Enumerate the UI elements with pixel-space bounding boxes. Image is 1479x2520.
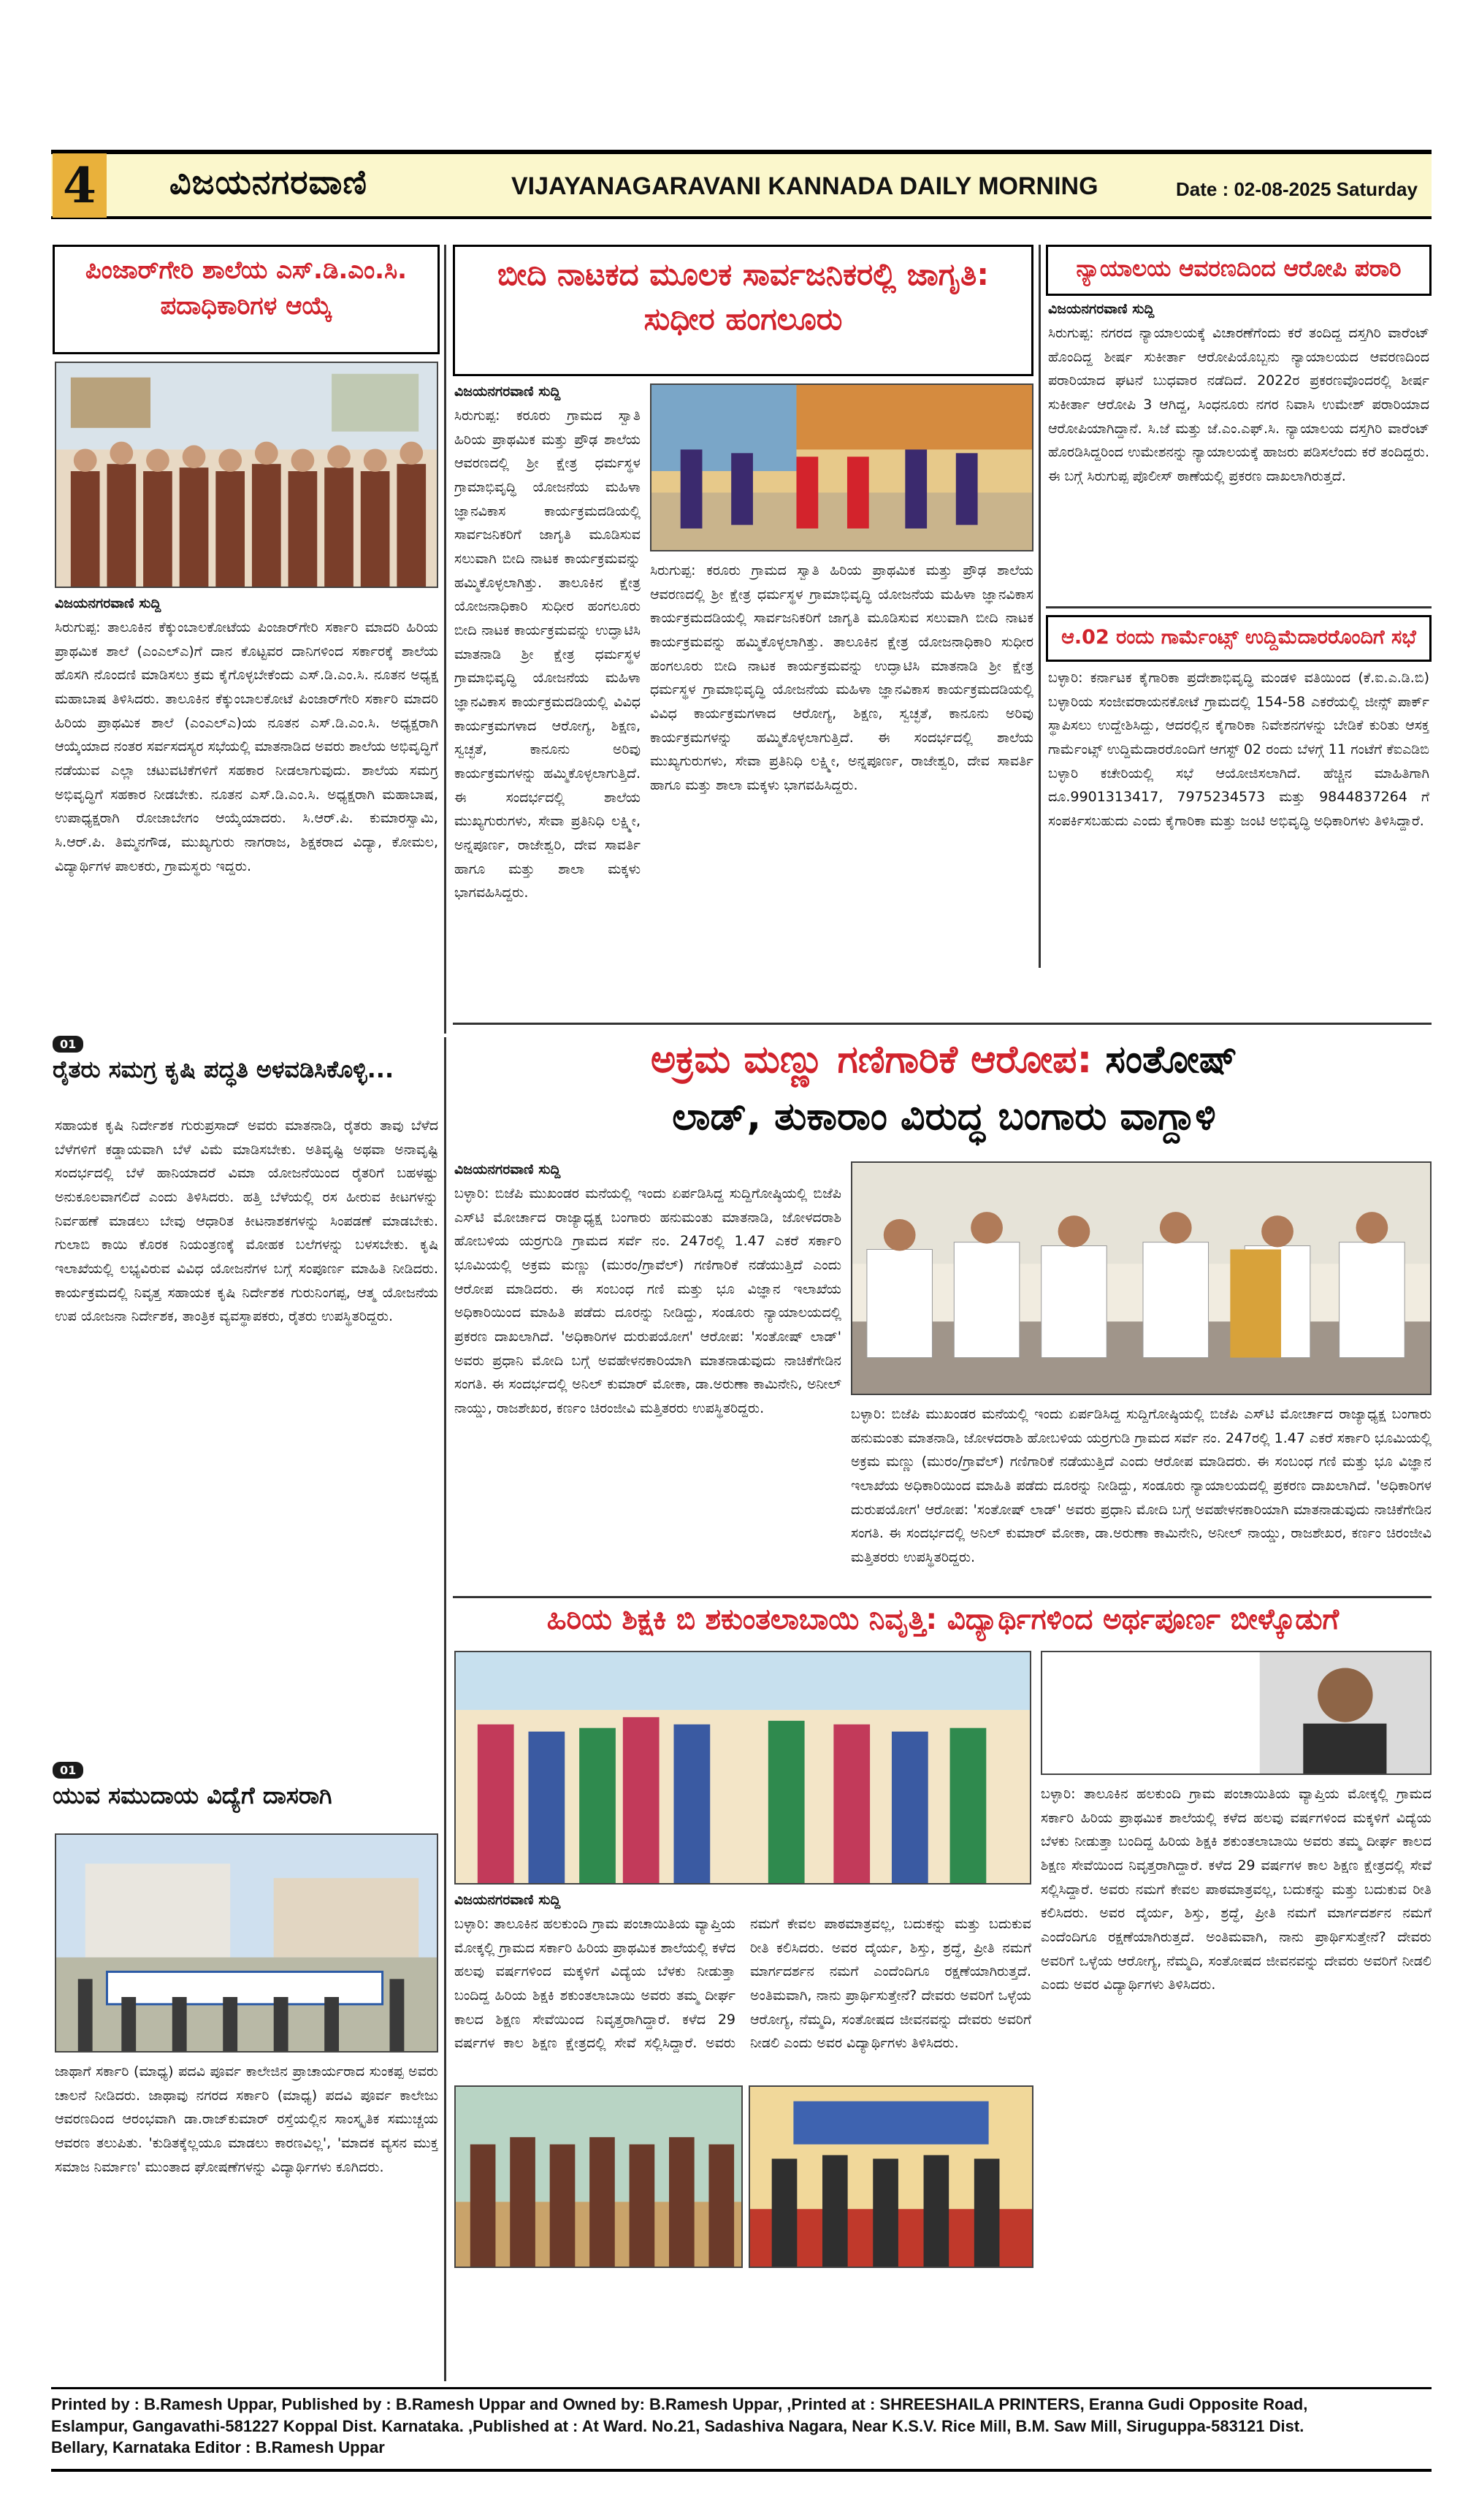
section-divider	[453, 1596, 1432, 1598]
yuva-tag: 01	[53, 1762, 83, 1779]
nyayalaya-article	[1048, 301, 1429, 608]
column-divider	[444, 1037, 446, 2381]
garments-headline: ಆ.02 ರಂದು ಗಾರ್ಮೆಂಟ್ಸ್ ಉದ್ದಿಮೆದಾರರೊಂದಿಗೆ ಸಭೆ	[1046, 615, 1432, 662]
section-divider	[1046, 606, 1432, 608]
beedi-body-continued: ಸಿರುಗುಪ್ಪ: ಕರೂರು ಗ್ರಾಮದ ಸ್ವಾತಿ ಹಿರಿಯ ಪ್ರಾಥಮಿಕ ಮತ್ತು ಪ್ರೌಢ ಶಾಲೆಯ ಆವರಣದಲ್ಲಿ ಶ್ರೀ ಕ್ಷೇತ್ರ ಧರ್ಮಸ್ಥಳ ಗ್ರಾಮಾಭಿವೃದ್ಧಿ ಯೋಜನೆಯ ಮಹಿಳಾ ಜ್ಞಾನವಿಕಾಸ ಕಾರ್ಯಕ್ರಮದಡಿಯಲ್ಲಿ ಸಾರ್ವಜನಿಕರಿಗೆ ಜಾಗೃತಿ ಮೂಡಿಸುವ ಸಲುವಾಗಿ ಬೀದಿ ನಾಟಕ ಕಾರ್ಯಕ್ರಮವನ್ನು ಹಮ್ಮಿಕೊಳ್ಳಲಾಗಿತ್ತು. ತಾಲೂಕಿನ ಕ್ಷೇತ್ರ ಯೋಜನಾಧಿಕಾರಿ ಸುಧೀರ ಹಂಗಲೂರು ಬೀದಿ ನಾಟಕ ಕಾರ್ಯಕ್ರಮವನ್ನು ಉದ್ಘಾಟಿಸಿ ಮಾತನಾಡಿ ಶ್ರೀ ಕ್ಷೇತ್ರ ಧರ್ಮಸ್ಥಳ ಗ್ರಾಮಾಭಿವೃದ್ಧಿ ಯೋಜನೆಯ ಮಹಿಳಾ ಜ್ಞಾನವಿಕಾಸ ಕಾರ್ಯಕ್ರಮದಡಿಯಲ್ಲಿ ವಿವಿಧ ಕಾರ್ಯಕ್ರಮಗಳಾದ ಆರೋಗ್ಯ, ಶಿಕ್ಷಣ, ಸ್ವಚ್ಛತೆ, ಕಾನೂನು ಅರಿವು ಕಾರ್ಯಕ್ರಮಗಳನ್ನು ಹಮ್ಮಿಕೊಳ್ಳಲಾಗುತ್ತಿದೆ. ಈ ಸಂದರ್ಭದಲ್ಲಿ ಶಾಲೆಯ ಮುಖ್ಯಗುರುಗಳು, ಸೇವಾ ಪ್ರತಿನಿಧಿ ಲಕ್ಷ್ಮೀ, ಅನ್ನಪೂರ್ಣ, ರಾಜೇಶ್ವರಿ, ದೇವ ಸಾವರ್ತಿ ಹಾಗೂ ಮತ್ತು ಶಾಲಾ ಮಕ್ಕಳು ಭಾಗವಹಿಸಿದ್ದರು.	[650, 562, 1033, 794]
section-divider	[453, 1023, 1432, 1025]
nyayalaya-dateline: ವಿಜಯನಗರವಾಣಿ ಸುದ್ದಿ	[1048, 301, 1155, 317]
beedi-headline: ಬೀದಿ ನಾಟಕದ ಮೂಲಕ ಸಾರ್ವಜನಿಕರಲ್ಲಿ ಜಾಗೃತಿ: ಸುಧೀರ ಹಂಗಲೂರು	[453, 245, 1033, 376]
shakuntala-group-photo-1	[454, 2085, 743, 2268]
akrama-headline-dark: ಸಂತೋಷ್	[1105, 1038, 1238, 1082]
imprint-line-1: Printed by : B.Ramesh Uppar, Published by : B.Ramesh Uppar and Owned by: B.Ramesh Uppar, ,Printed at : SHREESHAILA PRINTERS, Eranna Gudi Opposite Road,	[51, 2395, 1308, 2413]
imprint-footer	[51, 2387, 1432, 2459]
akrama-body: ಬಳ್ಳಾರಿ: ಬಿಜೆಪಿ ಮುಖಂಡರ ಮನೆಯಲ್ಲಿ ಇಂದು ಏರ್ಪಡಿಸಿದ್ದ ಸುದ್ದಿಗೋಷ್ಠಿಯಲ್ಲಿ ಬಿಜೆಪಿ ಎಸ್‌ಟಿ ಮೋರ್ಚಾದ ರಾಜ್ಯಾಧ್ಯಕ್ಷ ಬಂಗಾರು ಹನುಮಂತು ಮಾತನಾಡಿ, ಜೋಳದರಾಶಿ ಹೋಬಳಿಯ ಯರ್ರಗುಡಿ ಗ್ರಾಮದ ಸರ್ವೆ ನಂ. 247ರಲ್ಲಿ 1.47 ಎಕರೆ ಸರ್ಕಾರಿ ಭೂಮಿಯಲ್ಲಿ ಅಕ್ರಮ ಮಣ್ಣು (ಮುರಂ/ಗ್ರಾವೆಲ್) ಗಣಿಗಾರಿಕೆ ನಡೆಯುತ್ತಿದೆ ಎಂದು ಆರೋಪ ಮಾಡಿದರು. ಈ ಸಂಬಂಧ ಗಣಿ ಮತ್ತು ಭೂ ವಿಜ್ಞಾನ ಇಲಾಖೆಯ ಅಧಿಕಾರಿಯಿಂದ ಮಾಹಿತಿ ಪಡೆದು ದೂರನ್ನು ನೀಡಿದ್ದು, ಸಂಡೂರು ನ್ಯಾಯಾಲಯದಲ್ಲಿ ಪ್ರಕರಣ ದಾಖಲಾಗಿದೆ. 'ಅಧಿಕಾರಿಗಳ ದುರುಪಯೋಗ' ಆರೋಪ: 'ಸಂತೋಷ್ ಲಾಡ್' ಅವರು ಪ್ರಧಾನಿ ಮೋದಿ ಬಗ್ಗೆ ಅವಹೇಳನಕಾರಿಯಾಗಿ ಮಾತನಾಡುವುದು ನಾಚಿಕೆಗೇಡಿನ ಸಂಗತಿ. ಈ ಸಂದರ್ಭದಲ್ಲಿ ಅನಿಲ್ ಕುಮಾರ್ ಮೋಕಾ, ಡಾ.ಅರುಣಾ ಕಾಮಿನೇನಿ, ಅನೀಲ್ ನಾಯ್ಡು, ರಾಜಶೇಖರ, ಕರ್ಣಂ ಚಿರಂಜೀವಿ ಮತ್ತಿತರರು ಉಪಸ್ಥಿತರಿದ್ದರು.	[454, 1185, 841, 1417]
akrama-headline-line2: ಲಾಡ್, ತುಕಾರಾಂ ವಿರುದ್ಧ ಬಂಗಾರು ವಾಗ್ದಾಳಿ	[672, 1095, 1216, 1139]
page-number: 4	[53, 153, 107, 218]
shakuntala-group-photo-2	[749, 2085, 1033, 2268]
pinjar-article	[55, 595, 438, 1004]
yuva-header	[53, 1762, 440, 1810]
shakuntala-body-continued: ಬಳ್ಳಾರಿ: ತಾಲೂಕಿನ ಹಲಕುಂದಿ ಗ್ರಾಮ ಪಂಚಾಯಿತಿಯ ವ್ಯಾಪ್ತಿಯ ಮೋಕ್ಕಲ್ಲಿ ಗ್ರಾಮದ ಸರ್ಕಾರಿ ಹಿರಿಯ ಪ್ರಾಥಮಿಕ ಶಾಲೆಯಲ್ಲಿ ಕಳೆದ ಹಲವು ವರ್ಷಗಳಿಂದ ಮಕ್ಕಳಿಗೆ ವಿದ್ಯೆಯ ಬೆಳಕು ನೀಡುತ್ತಾ ಬಂದಿದ್ದ ಹಿರಿಯ ಶಿಕ್ಷಕಿ ಶಕುಂತಲಾಬಾಯಿ ಅವರು ತಮ್ಮ ದೀರ್ಘ ಕಾಲದ ಶಿಕ್ಷಣ ಸೇವೆಯಿಂದ ನಿವೃತ್ತರಾಗಿದ್ದಾರೆ. ಕಳೆದ 29 ವರ್ಷಗಳ ಕಾಲ ಶಿಕ್ಷಣ ಕ್ಷೇತ್ರದಲ್ಲಿ ಸೇವೆ ಸಲ್ಲಿಸಿದ್ದಾರೆ. ಅವರು ನಮಗೆ ಕೇವಲ ಪಾಠಮಾತ್ರವಲ್ಲ, ಬದುಕನ್ನು ಮತ್ತು ಬದುಕುವ ರೀತಿ ಕಲಿಸಿದರು. ಅವರ ದೈರ್ಯ, ಶಿಸ್ತು, ಶ್ರದ್ಧೆ, ಪ್ರೀತಿ ನಮಗೆ ಮಾರ್ಗದರ್ಶನ ನಮಗೆ ಎಂದೆಂದಿಗೂ ರಕ್ಷಣೆಯಾಗಿರುತ್ತದೆ. ಅಂತಿಮವಾಗಿ, ನಾನು ಪ್ರಾರ್ಥಿಸುತ್ತೇನೆ? ದೇವರು ಅವರಿಗೆ ಒಳ್ಳೆಯ ಆರೋಗ್ಯ, ನೆಮ್ಮದಿ, ಸಂತೋಷದ ಜೀವನವನ್ನು ದೇವರು ಅವರಿಗೆ ನೀಡಲಿ ಎಂದು ಅವರ ವಿದ್ಯಾರ್ಥಿಗಳು ತಿಳಿಸಿದರು.	[1041, 1786, 1432, 1993]
shakuntala-body: ಬಳ್ಳಾರಿ: ತಾಲೂಕಿನ ಹಲಕುಂದಿ ಗ್ರಾಮ ಪಂಚಾಯಿತಿಯ ವ್ಯಾಪ್ತಿಯ ಮೋಕ್ಕಲ್ಲಿ ಗ್ರಾಮದ ಸರ್ಕಾರಿ ಹಿರಿಯ ಪ್ರಾಥಮಿಕ ಶಾಲೆಯಲ್ಲಿ ಕಳೆದ ಹಲವು ವರ್ಷಗಳಿಂದ ಮಕ್ಕಳಿಗೆ ವಿದ್ಯೆಯ ಬೆಳಕು ನೀಡುತ್ತಾ ಬಂದಿದ್ದ ಹಿರಿಯ ಶಿಕ್ಷಕಿ ಶಕುಂತಲಾಬಾಯಿ ಅವರು ತಮ್ಮ ದೀರ್ಘ ಕಾಲದ ಶಿಕ್ಷಣ ಸೇವೆಯಿಂದ ನಿವೃತ್ತರಾಗಿದ್ದಾರೆ. ಕಳೆದ 29 ವರ್ಷಗಳ ಕಾಲ ಶಿಕ್ಷಣ ಕ್ಷೇತ್ರದಲ್ಲಿ ಸೇವೆ ಸಲ್ಲಿಸಿದ್ದಾರೆ. ಅವರು ನಮಗೆ ಕೇವಲ ಪಾಠಮಾತ್ರವಲ್ಲ, ಬದುಕನ್ನು ಮತ್ತು ಬದುಕುವ ರೀತಿ ಕಲಿಸಿದರು. ಅವರ ದೈರ್ಯ, ಶಿಸ್ತು, ಶ್ರದ್ಧೆ, ಪ್ರೀತಿ ನಮಗೆ ಮಾರ್ಗದರ್ಶನ ನಮಗೆ ಎಂದೆಂದಿಗೂ ರಕ್ಷಣೆಯಾಗಿರುತ್ತದೆ. ಅಂತಿಮವಾಗಿ, ನಾನು ಪ್ರಾರ್ಥಿಸುತ್ತೇನೆ? ದೇವರು ಅವರಿಗೆ ಒಳ್ಳೆಯ ಆರೋಗ್ಯ, ನೆಮ್ಮದಿ, ಸಂತೋಷದ ಜೀವನವನ್ನು ದೇವರು ಅವರಿಗೆ ನೀಡಲಿ ಎಂದು ಅವರ ವಿದ್ಯಾರ್ಥಿಗಳು ತಿಳಿಸಿದರು.	[454, 1916, 1031, 2052]
pinjar-dateline: ವಿಜಯನಗರವಾಣಿ ಸುದ್ದಿ	[55, 595, 161, 611]
akrama-body-continued: ಬಳ್ಳಾರಿ: ಬಿಜೆಪಿ ಮುಖಂಡರ ಮನೆಯಲ್ಲಿ ಇಂದು ಏರ್ಪಡಿಸಿದ್ದ ಸುದ್ದಿಗೋಷ್ಠಿಯಲ್ಲಿ ಬಿಜೆಪಿ ಎಸ್‌ಟಿ ಮೋರ್ಚಾದ ರಾಜ್ಯಾಧ್ಯಕ್ಷ ಬಂಗಾರು ಹನುಮಂತು ಮಾತನಾಡಿ, ಜೋಳದರಾಶಿ ಹೋಬಳಿಯ ಯರ್ರಗುಡಿ ಗ್ರಾಮದ ಸರ್ವೆ ನಂ. 247ರಲ್ಲಿ 1.47 ಎಕರೆ ಸರ್ಕಾರಿ ಭೂಮಿಯಲ್ಲಿ ಅಕ್ರಮ ಮಣ್ಣು (ಮುರಂ/ಗ್ರಾವೆಲ್) ಗಣಿಗಾರಿಕೆ ನಡೆಯುತ್ತಿದೆ ಎಂದು ಆರೋಪ ಮಾಡಿದರು. ಈ ಸಂಬಂಧ ಗಣಿ ಮತ್ತು ಭೂ ವಿಜ್ಞಾನ ಇಲಾಖೆಯ ಅಧಿಕಾರಿಯಿಂದ ಮಾಹಿತಿ ಪಡೆದು ದೂರನ್ನು ನೀಡಿದ್ದು, ಸಂಡೂರು ನ್ಯಾಯಾಲಯದಲ್ಲಿ ಪ್ರಕರಣ ದಾಖಲಾಗಿದೆ. 'ಅಧಿಕಾರಿಗಳ ದುರುಪಯೋಗ' ಆರೋಪ: 'ಸಂತೋಷ್ ಲಾಡ್' ಅವರು ಪ್ರಧಾನಿ ಮೋದಿ ಬಗ್ಗೆ ಅವಹೇಳನಕಾರಿಯಾಗಿ ಮಾತನಾಡುವುದು ನಾಚಿಕೆಗೇಡಿನ ಸಂಗತಿ. ಈ ಸಂದರ್ಭದಲ್ಲಿ ಅನಿಲ್ ಕುಮಾರ್ ಮೋಕಾ, ಡಾ.ಅರುಣಾ ಕಾಮಿನೇನಿ, ಅನೀಲ್ ನಾಯ್ಡು, ರಾಜಶೇಖರ, ಕರ್ಣಂ ಚಿರಂಜೀವಿ ಮತ್ತಿತರರು ಉಪಸ್ಥಿತರಿದ್ದರು.	[851, 1406, 1432, 1566]
raitaru-headline: ರೈತರು ಸಮಗ್ರ ಕೃಷಿ ಪದ್ಧತಿ ಅಳವಡಿಸಿಕೊಳ್ಳಿ...	[53, 1055, 394, 1083]
yuva-headline: ಯುವ ಸಮುದಾಯ ವಿದ್ಯೆಗೆ ದಾಸರಾಗಿ	[53, 1782, 332, 1809]
beedi-street-play-photo	[650, 383, 1033, 551]
shakuntala-dateline: ವಿಜಯನಗರವಾಣಿ ಸುದ್ದಿ	[454, 1892, 561, 1908]
nyayalaya-body: ಸಿರುಗುಪ್ಪ: ನಗರದ ನ್ಯಾಯಾಲಯಕ್ಕೆ ವಿಚಾರಣೆಗೆಂದು ಕರೆ ತಂದಿದ್ದ ದಸ್ತಗಿರಿ ವಾರೆಂಟ್ ಹೊಂದಿದ್ದ ಶೀರ್ಷ ಸುಕೀರ್ತಾ ಆರೋಪಿಯೊಬ್ಬನು ನ್ಯಾಯಾಲಯದ ಆವರಣದಿಂದ ಪರಾರಿಯಾದ ಘಟನೆ ಬುಧವಾರ ನಡೆದಿದೆ. 2022ರ ಪ್ರಕರಣವೊಂದರಲ್ಲಿ ಶೀರ್ಷ ಸುಕೀರ್ತಾ ಆರೋಪಿ 3 ಆಗಿದ್ದ, ಸಿಂಧನೂರು ನಗರ ನಿವಾಸಿ ಉಮೇಶ್ ಪರಾರಿಯಾದ ಆರೋಪಿಯಾಗಿದ್ದಾನೆ. ಸಿ.ಜೆ ಮತ್ತು ಜೆ.ಎಂ.ಎಫ್‌.ಸಿ. ನ್ಯಾಯಾಲಯ ದಸ್ತಗಿರಿ ವಾರೆಂಟ್ ಹೊರಡಿಸಿದ್ದರಿಂದ ಉಮೇಶನನ್ನು ನ್ಯಾಯಾಲಯಕ್ಕೆ ಹಾಜರು ಪಡಿಸಲೆಂದು ಕರೆ ತಂದಿದ್ದರು. ಈ ಬಗ್ಗೆ ಸಿರುಗುಪ್ಪ ಪೊಲೀಸ್ ಠಾಣೆಯಲ್ಲಿ ಪ್ರಕರಣ ದಾಖಲಾಗಿರುತ್ತದೆ.	[1048, 325, 1429, 485]
akrama-article	[454, 1161, 841, 1589]
shakuntala-portrait-photo	[1041, 1651, 1432, 1775]
akrama-dateline: ವಿಜಯನಗರವಾಣಿ ಸುದ್ದಿ	[454, 1161, 561, 1177]
akrama-headline	[456, 1031, 1432, 1145]
masthead-title-kannada: ವಿಜಯನಗರವಾಣಿ	[169, 162, 367, 202]
yuva-rally-photo	[55, 1833, 438, 2053]
pinjar-body: ಸಿರುಗುಪ್ಪ: ತಾಲೂಕಿನ ಕೆಕ್ಕುಂಬಾಲಕೋಟೆಯ ಪಿಂಜಾರ್‌ಗೇರಿ ಸರ್ಕಾರಿ ಮಾದರಿ ಹಿರಿಯ ಪ್ರಾಥಮಿಕ ಶಾಲೆ (ಎಂಎಲ್‌ಎ)ಗೆ ದಾನ ಕೊಟ್ಟವರ ದಾನಿಗಳಿಂದ ಸರ್ಕಾರಕ್ಕೆ ಶಾಲೆಯ ಹೊಸಗಿ ನೊಂದಣಿ ಮಾಡಿಸಲು ಕ್ರಮ ಕೈಗೊಳ್ಳಬೇಕೆಂದು ಎಸ್‌.ಡಿ.ಎಂ.ಸಿ. ನೂತನ ಅಧ್ಯಕ್ಷ ಮಹಾಬಾಷ ತಿಳಿಸಿದರು. ತಾಲೂಕಿನ ಕೆಕ್ಕುಂಬಾಲಕೋಟೆ ಪಿಂಜಾರ್‌ಗೇರಿ ಸರ್ಕಾರಿ ಮಾದರಿ ಹಿರಿಯ ಪ್ರಾಥಮಿಕ ಶಾಲೆ (ಎಂಎಲ್‌ಎ)ಯ ನೂತನ ಎಸ್‌.ಡಿ.ಎಂ.ಸಿ. ಅಧ್ಯಕ್ಷರಾಗಿ ಆಯ್ಕೆಯಾದ ನಂತರ ಸರ್ವಸದಸ್ಯರ ಸಭೆಯಲ್ಲಿ ಮಾತನಾಡಿದ ಅವರು ಶಾಲೆಯ ಅಭಿವೃದ್ಧಿಗೆ ನಡೆಯುವ ಎಲ್ಲಾ ಚಟುವಟಿಕೆಗಳಿಗೆ ಸಹಕಾರ ನೀಡಲಾಗುವುದು. ಶಾಲೆಯ ಸಮಗ್ರ ಅಭಿವೃದ್ಧಿಗೆ ಸಹಕಾರ ನೀಡಬೇಕು. ನೂತನ ಎಸ್‌.ಡಿ.ಎಂ.ಸಿ. ಅಧ್ಯಕ್ಷರಾಗಿ ಮಹಾಬಾಷ, ಉಪಾಧ್ಯಕ್ಷರಾಗಿ ರೋಜಾಬೇಗಂ ಆಯ್ಕೆಯಾದರು. ಸಿ.ಆರ್‌.ಪಿ. ಕುಮಾರಸ್ವಾಮಿ, ಸಿ.ಆರ್‌.ಪಿ. ತಿಮ್ಮನಗೌಡ, ಮುಖ್ಯಗುರು ನಾಗರಾಜ, ಶಿಕ್ಷಕರಾದ ವಿದ್ಯಾ, ಕೋಮಲ, ವಿದ್ಯಾರ್ಥಿಗಳ ಪಾಲಕರು, ಗ್ರಾಮಸ್ಥರು ಇದ್ದರು.	[55, 619, 438, 874]
beedi-article	[454, 383, 641, 1012]
raitaru-body: ಸಹಾಯಕ ಕೃಷಿ ನಿರ್ದೇಶಕ ಗುರುಪ್ರಸಾದ್ ಅವರು ಮಾತನಾಡಿ, ರೈತರು ತಾವು ಬೆಳೆದ ಬೆಳೆಗಳಿಗೆ ಕಡ್ಡಾಯವಾಗಿ ಬೆಳೆ ವಿಮೆ ಮಾಡಿಸಬೇಕು. ಅತಿವೃಷ್ಟಿ ಅಥವಾ ಅನಾವೃಷ್ಟಿ ಸಂದರ್ಭದಲ್ಲಿ ಬೆಳೆ ಹಾನಿಯಾದರೆ ವಿಮಾ ಯೋಜನೆಯಿಂದ ರೈತರಿಗೆ ಬಹಳಷ್ಟು ಅನುಕೂಲವಾಗಲಿದೆ ಎಂದು ತಿಳಿಸಿದರು. ಹತ್ತಿ ಬೆಳೆಯಲ್ಲಿ ರಸ ಹೀರುವ ಕೀಟಗಳನ್ನು ನಿರ್ವಹಣೆ ಮಾಡಲು ಬೇವು ಆಧಾರಿತ ಕೀಟನಾಶಕಗಳನ್ನು ಸಿಂಪಡಣೆ ಮಾಡಬೇಕು. ಗುಲಾಬಿ ಕಾಯಿ ಕೊರಕ ನಿಯಂತ್ರಣಕ್ಕೆ ಮೋಹಕ ಬಲೆಗಳನ್ನು ಬಳಸಬೇಕು. ಕೃಷಿ ಇಲಾಖೆಯಲ್ಲಿ ಲಭ್ಯವಿರುವ ವಿವಿಧ ಯೋಜನೆಗಳ ಬಗ್ಗೆ ಸಂಪೂರ್ಣ ಮಾಹಿತಿ ನೀಡಿದರು. ಕಾರ್ಯಕ್ರಮದಲ್ಲಿ ನಿವೃತ್ತ ಸಹಾಯಕ ಕೃಷಿ ನಿರ್ದೇಶಕ ಗುರುನಿಂಗಪ್ಪ, ಆತ್ಮ ಯೋಜನೆಯ ಉಪ ಯೋಜನಾ ನಿರ್ದೇಶಕ, ತಾಂತ್ರಿಕ ವ್ಯವಸ್ಥಾಪಕರು, ರೈತರು ಉಪಸ್ಥಿತರಿದ್ದರು.	[55, 1118, 438, 1325]
masthead-title-english: VIJAYANAGARAVANI KANNADA DAILY MORNING	[511, 172, 1098, 200]
akrama-headline-red: ಅಕ್ರಮ ಮಣ್ಣು ಗಣಿಗಾರಿಕೆ ಆರೋಪ:	[650, 1038, 1093, 1082]
pinjar-headline: ಪಿಂಜಾರ್‌ಗೇರಿ ಶಾಲೆಯ ಎಸ್‌.ಡಿ.ಎಂ.ಸಿ. ಪದಾಧಿಕಾರಿಗಳ ಆಯ್ಕೆ	[53, 245, 440, 354]
beedi-body: ಸಿರುಗುಪ್ಪ: ಕರೂರು ಗ್ರಾಮದ ಸ್ವಾತಿ ಹಿರಿಯ ಪ್ರಾಥಮಿಕ ಮತ್ತು ಪ್ರೌಢ ಶಾಲೆಯ ಆವರಣದಲ್ಲಿ ಶ್ರೀ ಕ್ಷೇತ್ರ ಧರ್ಮಸ್ಥಳ ಗ್ರಾಮಾಭಿವೃದ್ಧಿ ಯೋಜನೆಯ ಮಹಿಳಾ ಜ್ಞಾನವಿಕಾಸ ಕಾರ್ಯಕ್ರಮದಡಿಯಲ್ಲಿ ಸಾರ್ವಜನಿಕರಿಗೆ ಜಾಗೃತಿ ಮೂಡಿಸುವ ಸಲುವಾಗಿ ಬೀದಿ ನಾಟಕ ಕಾರ್ಯಕ್ರಮವನ್ನು ಹಮ್ಮಿಕೊಳ್ಳಲಾಗಿತ್ತು. ತಾಲೂಕಿನ ಕ್ಷೇತ್ರ ಯೋಜನಾಧಿಕಾರಿ ಸುಧೀರ ಹಂಗಲೂರು ಬೀದಿ ನಾಟಕ ಕಾರ್ಯಕ್ರಮವನ್ನು ಉದ್ಘಾಟಿಸಿ ಮಾತನಾಡಿ ಶ್ರೀ ಕ್ಷೇತ್ರ ಧರ್ಮಸ್ಥಳ ಗ್ರಾಮಾಭಿವೃದ್ಧಿ ಯೋಜನೆಯ ಮಹಿಳಾ ಜ್ಞಾನವಿಕಾಸ ಕಾರ್ಯಕ್ರಮದಡಿಯಲ್ಲಿ ವಿವಿಧ ಕಾರ್ಯಕ್ರಮಗಳಾದ ಆರೋಗ್ಯ, ಶಿಕ್ಷಣ, ಸ್ವಚ್ಛತೆ, ಕಾನೂನು ಅರಿವು ಕಾರ್ಯಕ್ರಮಗಳನ್ನು ಹಮ್ಮಿಕೊಳ್ಳಲಾಗುತ್ತಿದೆ. ಈ ಸಂದರ್ಭದಲ್ಲಿ ಶಾಲೆಯ ಮುಖ್ಯಗುರುಗಳು, ಸೇವಾ ಪ್ರತಿನಿಧಿ ಲಕ್ಷ್ಮೀ, ಅನ್ನಪೂರ್ಣ, ರಾಜೇಶ್ವರಿ, ದೇವ ಸಾವರ್ತಿ ಹಾಗೂ ಮತ್ತು ಶಾಲಾ ಮಕ್ಕಳು ಭಾಗವಹಿಸಿದ್ದರು.	[454, 408, 641, 901]
shakuntala-headline: ಹಿರಿಯ ಶಿಕ್ಷಕಿ ಬಿ ಶಕುಂತಲಾಬಾಯಿ ನಿವೃತ್ತಿ: ವಿದ್ಯಾರ್ಥಿಗಳಿಂದ ಅರ್ಥಪೂರ್ಣ ಬೀಳ್ಕೊಡುಗೆ	[546, 1603, 1339, 1636]
raitaru-header	[53, 1036, 440, 1084]
garments-body: ಬಳ್ಳಾರಿ: ಕರ್ನಾಟಕ ಕೈಗಾರಿಕಾ ಪ್ರದೇಶಾಭಿವೃದ್ಧಿ ಮಂಡಳಿ ವತಿಯಿಂದ (ಕೆ.ಐ.ಎ.ಡಿ.ಬಿ) ಬಳ್ಳಾರಿಯ ಸಂಜೀವರಾಯನಕೋಟೆ ಗ್ರಾಮದಲ್ಲಿ 154-58 ಎಕರೆಯಲ್ಲಿ ಜೀನ್ಸ್ ಪಾರ್ಕ್ ಸ್ಥಾಪಿಸಲು ಉದ್ದೇಶಿಸಿದ್ದು, ಆದರಲ್ಲಿನ ಕೈಗಾರಿಕಾ ನಿವೇಶನಗಳನ್ನು ಬೇಡಿಕೆ ಕುರಿತು ಆಸಕ್ತ ಗಾರ್ಮೆಂಟ್ಸ್ ಉದ್ದಿಮೆದಾರರೊಂದಿಗೆ ಆಗಸ್ಟ್ 02 ರಂದು ಬೆಳಗ್ಗೆ 11 ಗಂಟೆಗೆ ಕೆಐಎಡಿಬಿ ಬಳ್ಳಾರಿ ಕಚೇರಿಯಲ್ಲಿ ಸಭೆ ಆಯೋಜಿಸಲಾಗಿದೆ. ಹೆಚ್ಚಿನ ಮಾಹಿತಿಗಾಗಿ ದೂ.9901313417, 7975234573 ಮತ್ತು 9844837264 ಗೆ ಸಂಪರ್ಕಿಸಬಹುದು ಎಂದು ಕೈಗಾರಿಕಾ ಮತ್ತು ಜಂಟಿ ಅಭಿವೃದ್ಧಿ ಅಧಿಕಾರಿಗಳು ತಿಳಿಸಿದ್ದಾರೆ.	[1048, 670, 1429, 830]
pinjar-group-photo	[55, 362, 438, 588]
beedi-dateline: ವಿಜಯನಗರವಾಣಿ ಸುದ್ದಿ	[454, 383, 561, 400]
akrama-press-meet-photo	[851, 1161, 1432, 1395]
raitaru-tag: 01	[53, 1036, 83, 1053]
shakuntala-article	[454, 1892, 1031, 2074]
nyayalaya-headline: ನ್ಯಾಯಾಲಯ ಆವರಣದಿಂದ ಆರೋಪಿ ಪರಾರಿ	[1046, 245, 1432, 296]
imprint-line-3: Bellary, Karnataka Editor : B.Ramesh Uppar	[51, 2438, 385, 2457]
bottom-rule	[51, 2469, 1432, 2472]
column-divider	[444, 245, 446, 1034]
masthead-date: Date : 02-08-2025 Saturday	[1176, 178, 1418, 200]
shakuntala-felicitation-photo	[454, 1651, 1031, 1885]
column-divider	[1039, 245, 1041, 968]
imprint-line-2: Eslampur, Gangavathi-581227 Koppal Dist. Karnataka. ,Published at : At Ward. No.21, Sadashiva Nagara, Near K.S.V. Rice Mill, B.M. Saw Mill, Siruguppa-583121 Dist.	[51, 2416, 1304, 2435]
yuva-body: ಜಾಥಾಗೆ ಸರ್ಕಾರಿ (ಮಾಧ್ಯ) ಪದವಿ ಪೂರ್ವ ಕಾಲೇಜಿನ ಪ್ರಾಚಾರ್ಯರಾದ ಸುಂಕಪ್ಪ ಅವರು ಚಾಲನೆ ನೀಡಿದರು. ಜಾಥಾವು ನಗರದ ಸರ್ಕಾರಿ (ಮಾಧ್ಯ) ಪದವಿ ಪೂರ್ವ ಕಾಲೇಜು ಆವರಣದಿಂದ ಆರಂಭವಾಗಿ ಡಾ.ರಾಜ್‌ಕುಮಾರ್ ರಸ್ತೆಯಲ್ಲಿನ ಸಾಂಸ್ಕೃತಿಕ ಸಮುಚ್ಚಯ ಆವರಣ ತಲುಪಿತು. 'ಕುಡಿತಕ್ಕೆಲ್ಲಯೂ ಮಾಡಲು ಕಾರಣವಿಲ್ಲ', 'ಮಾದಕ ವ್ಯಸನ ಮುಕ್ತ ಸಮಾಜ ನಿರ್ಮಾಣ' ಮುಂತಾದ ಘೋಷಣೆಗಳನ್ನು ವಿದ್ಯಾರ್ಥಿಗಳು ಕೂಗಿದರು.	[55, 2063, 438, 2175]
